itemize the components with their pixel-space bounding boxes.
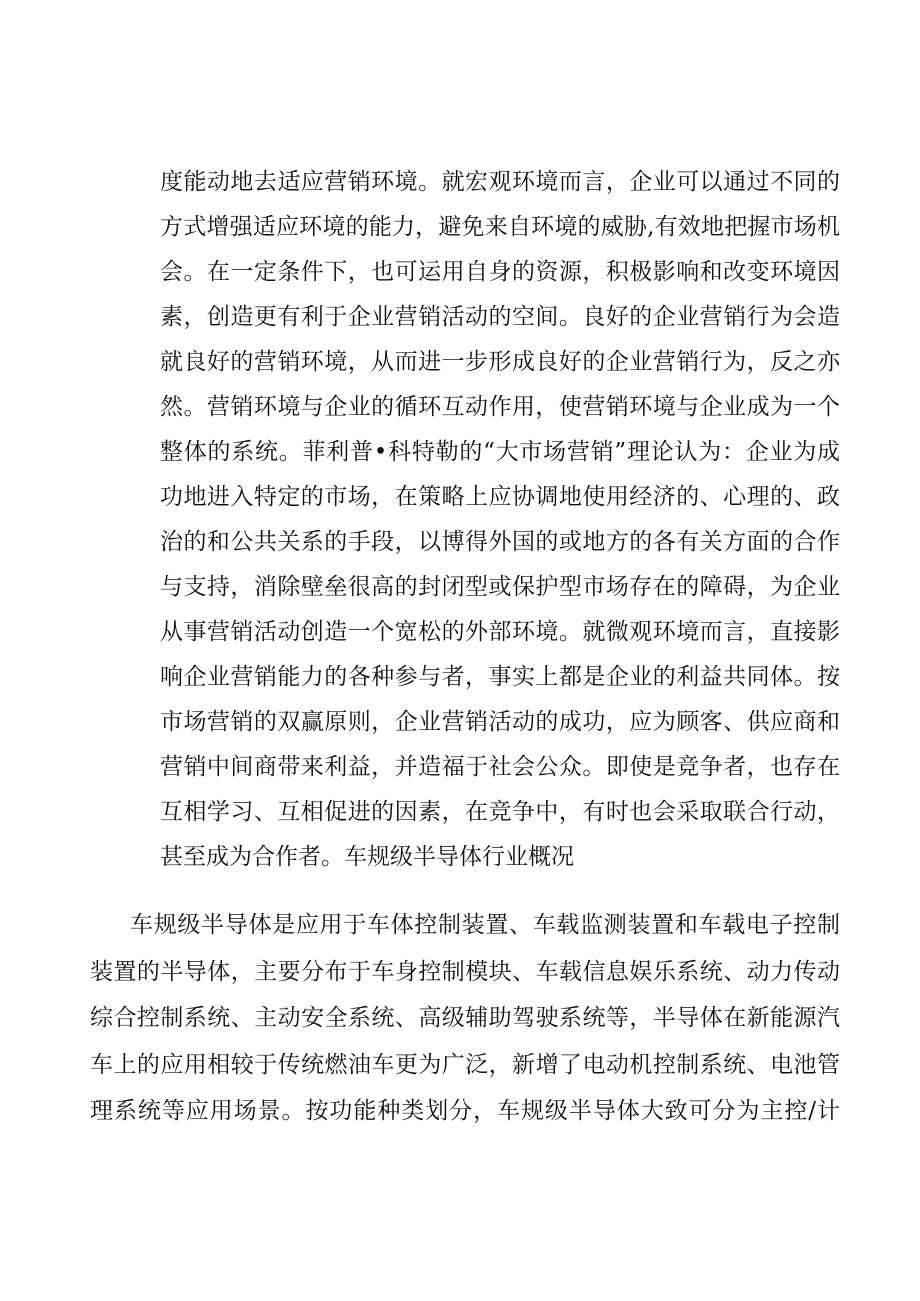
text-line: 车规级半导体是应用于车体控制装置、车载监测装置和车载电子控制 — [130, 912, 840, 938]
paragraph-1 — [160, 160, 840, 880]
text-line: 营销中间商带来利益，并造福于社会公众。即使是竞争者，也存在 — [160, 754, 840, 780]
text-line: 理系统等应用场景。按功能种类划分，车规级半导体大致可分为主控/计 — [90, 1098, 840, 1124]
text-line: 互相学习、互相促进的因素，在竞争中，有时也会采取联合行动， — [160, 799, 840, 825]
text-line: 甚至成为合作者。车规级半导体行业概况 — [160, 844, 574, 870]
text-line: 治的和公共关系的手段，以博得外国的或地方的各有关方面的合作 — [160, 529, 840, 555]
text-line: 从事营销活动创造一个宽松的外部环境。就微观环境而言，直接影 — [160, 619, 840, 645]
text-line: 整体的系统。菲利普•科特勒的“大市场营销”理论认为：企业为成 — [160, 439, 840, 465]
text-line: 会。在一定条件下，也可运用自身的资源，积极影响和改变环境因 — [160, 259, 840, 285]
text-line: 车上的应用相较于传统燃油车更为广泛，新增了电动机控制系统、电池管 — [90, 1051, 840, 1078]
text-line: 就良好的营销环境，从而进一步形成良好的企业营销行为，反之亦 — [160, 349, 840, 375]
text-line: 功地进入特定的市场，在策略上应协调地使用经济的、心理的、政 — [160, 484, 840, 510]
text-line: 素，创造更有利于企业营销活动的空间。良好的企业营销行为会造 — [160, 304, 840, 330]
text-line: 然。营销环境与企业的循环互动作用，使营销环境与企业成为一个 — [160, 394, 840, 420]
text-line: 装置的半导体，主要分布于车身控制模块、车载信息娱乐系统、动力传动 — [90, 958, 840, 985]
text-line: 与支持，消除壁垒很高的封闭型或保护型市场存在的障碍，为企业 — [160, 574, 840, 600]
text-line: 方式增强适应环境的能力，避免来自环境的威胁,有效地把握市场机 — [160, 214, 840, 240]
text-line: 综合控制系统、主动安全系统、高级辅助驾驶系统等，半导体在新能源汽 — [90, 1005, 840, 1031]
text-line: 市场营销的双赢原则，企业营销活动的成功，应为顾客、供应商和 — [160, 709, 840, 735]
text-line: 度能动地去适应营销环境。就宏观环境而言，企业可以通过不同的 — [160, 169, 840, 195]
text-line: 响企业营销能力的各种参与者，事实上都是企业的利益共同体。按 — [160, 664, 840, 690]
paragraph-2 — [90, 902, 840, 1135]
